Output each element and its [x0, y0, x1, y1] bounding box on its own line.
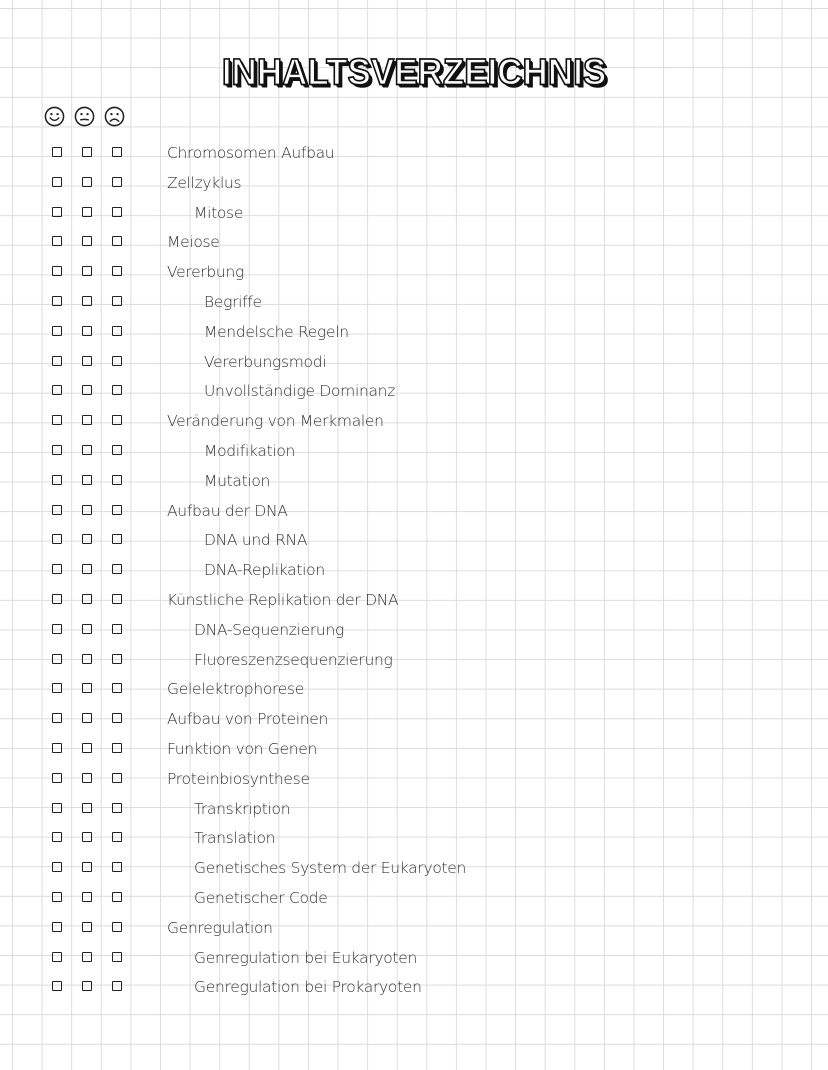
toc-entry-label: Künstliche Replikation der DNA	[167, 590, 399, 609]
table-of-contents	[0, 140, 828, 1004]
sad-checkbox[interactable]	[112, 385, 122, 395]
happy-checkbox[interactable]	[52, 892, 62, 902]
neutral-checkbox[interactable]	[82, 207, 92, 217]
happy-checkbox[interactable]	[52, 415, 62, 425]
neutral-checkbox[interactable]	[82, 981, 92, 991]
toc-entry-label: Unvollständige Dominanz	[204, 382, 396, 401]
rating-header	[44, 106, 134, 127]
sad-checkbox[interactable]	[112, 296, 122, 306]
happy-checkbox[interactable]	[52, 356, 62, 366]
sad-checkbox[interactable]	[112, 624, 122, 634]
sad-checkbox[interactable]	[112, 505, 122, 515]
toc-entry	[0, 527, 828, 557]
sad-checkbox[interactable]	[112, 534, 122, 544]
sad-checkbox[interactable]	[112, 266, 122, 276]
sad-checkbox[interactable]	[112, 743, 122, 753]
neutral-checkbox[interactable]	[82, 505, 92, 515]
toc-entry-label: DNA-Replikation	[204, 561, 325, 580]
toc-entry	[0, 796, 828, 826]
neutral-checkbox[interactable]	[82, 266, 92, 276]
neutral-checkbox[interactable]	[82, 385, 92, 395]
sad-checkbox[interactable]	[112, 594, 122, 604]
toc-entry	[0, 229, 828, 259]
sad-checkbox[interactable]	[112, 177, 122, 187]
toc-entry-label: Mitose	[194, 203, 244, 222]
toc-entry-label: Translation	[194, 829, 276, 848]
happy-checkbox[interactable]	[52, 534, 62, 544]
sad-checkbox[interactable]	[112, 892, 122, 902]
toc-entry	[0, 170, 828, 200]
toc-entry-label: Zellzyklus	[167, 173, 242, 192]
happy-checkbox[interactable]	[52, 147, 62, 157]
neutral-checkbox[interactable]	[82, 356, 92, 366]
happy-checkbox[interactable]	[52, 981, 62, 991]
sad-checkbox[interactable]	[112, 773, 122, 783]
toc-entry	[0, 825, 828, 855]
toc-entry-label: Funktion von Genen	[167, 739, 318, 758]
toc-entry-label: Meiose	[167, 233, 220, 252]
toc-entry-label: Vererbungsmodi	[204, 352, 327, 371]
toc-entry	[0, 885, 828, 915]
sad-face-icon	[104, 106, 125, 127]
sad-checkbox[interactable]	[112, 981, 122, 991]
sad-checkbox[interactable]	[112, 415, 122, 425]
toc-entry	[0, 140, 828, 170]
neutral-checkbox[interactable]	[82, 534, 92, 544]
toc-entry-label: Chromosomen Aufbau	[167, 144, 335, 162]
toc-entry-label: Transkription	[194, 799, 291, 818]
sad-checkbox[interactable]	[112, 207, 122, 217]
neutral-checkbox[interactable]	[82, 147, 92, 157]
sad-checkbox[interactable]	[112, 952, 122, 962]
toc-entry-label: Begriffe	[204, 292, 262, 311]
happy-checkbox[interactable]	[52, 743, 62, 753]
toc-entry-label: Mutation	[204, 471, 271, 490]
neutral-checkbox[interactable]	[82, 415, 92, 425]
happy-checkbox[interactable]	[52, 862, 62, 872]
happy-checkbox[interactable]	[52, 296, 62, 306]
happy-checkbox[interactable]	[52, 713, 62, 723]
happy-checkbox[interactable]	[52, 445, 62, 455]
happy-checkbox[interactable]	[52, 832, 62, 842]
toc-entry	[0, 378, 828, 408]
toc-entry	[0, 438, 828, 468]
sad-checkbox[interactable]	[112, 803, 122, 813]
toc-entry	[0, 319, 828, 349]
sad-checkbox[interactable]	[112, 356, 122, 366]
happy-checkbox[interactable]	[52, 475, 62, 485]
sad-checkbox[interactable]	[112, 236, 122, 246]
sad-checkbox[interactable]	[112, 147, 122, 157]
toc-entry-label: Mendelsche Regeln	[204, 322, 349, 341]
sad-checkbox[interactable]	[112, 862, 122, 872]
toc-entry-label: DNA und RNA	[204, 531, 308, 550]
toc-entry	[0, 766, 828, 796]
neutral-checkbox[interactable]	[82, 564, 92, 574]
toc-entry	[0, 855, 828, 885]
toc-entry-label: Veränderung von Merkmalen	[167, 412, 384, 431]
happy-checkbox[interactable]	[52, 326, 62, 336]
happy-checkbox[interactable]	[52, 952, 62, 962]
neutral-checkbox[interactable]	[82, 713, 92, 723]
happy-checkbox[interactable]	[52, 773, 62, 783]
happy-checkbox[interactable]	[52, 236, 62, 246]
sad-checkbox[interactable]	[112, 713, 122, 723]
toc-entry-label: Genetisches System der Eukaryoten	[194, 859, 467, 878]
happy-checkbox[interactable]	[52, 624, 62, 634]
sad-checkbox[interactable]	[112, 683, 122, 693]
toc-entry	[0, 587, 828, 617]
neutral-checkbox[interactable]	[82, 743, 92, 753]
neutral-checkbox[interactable]	[82, 803, 92, 813]
toc-entry	[0, 676, 828, 706]
toc-entry	[0, 468, 828, 498]
neutral-checkbox[interactable]	[82, 296, 92, 306]
neutral-checkbox[interactable]	[82, 773, 92, 783]
happy-checkbox[interactable]	[52, 594, 62, 604]
toc-entry	[0, 945, 828, 975]
neutral-face-icon	[74, 106, 95, 127]
happy-checkbox[interactable]	[52, 683, 62, 693]
neutral-checkbox[interactable]	[82, 654, 92, 664]
neutral-checkbox[interactable]	[82, 862, 92, 872]
sad-checkbox[interactable]	[112, 922, 122, 932]
sad-checkbox[interactable]	[112, 564, 122, 574]
toc-entry	[0, 200, 828, 230]
sad-checkbox[interactable]	[112, 326, 122, 336]
neutral-checkbox[interactable]	[82, 922, 92, 932]
page-title: INHALTSVERZEICHNIS	[221, 52, 607, 94]
toc-entry-label: Aufbau der DNA	[167, 501, 288, 520]
toc-entry-label: Vererbung	[167, 263, 244, 282]
toc-entry	[0, 617, 828, 647]
happy-checkbox[interactable]	[52, 207, 62, 217]
happy-face-icon	[44, 106, 65, 127]
toc-entry-label: Genregulation	[167, 918, 273, 937]
happy-checkbox[interactable]	[52, 385, 62, 395]
toc-entry	[0, 408, 828, 438]
neutral-checkbox[interactable]	[82, 177, 92, 187]
happy-checkbox[interactable]	[52, 922, 62, 932]
happy-checkbox[interactable]	[52, 564, 62, 574]
toc-entry-label: Fluoreszenzsequenzierung	[194, 650, 393, 669]
neutral-checkbox[interactable]	[82, 624, 92, 634]
toc-entry	[0, 349, 828, 379]
toc-entry-label: Genetischer Code	[194, 888, 328, 907]
toc-entry-label: Proteinbiosynthese	[167, 769, 310, 788]
neutral-checkbox[interactable]	[82, 952, 92, 962]
toc-entry	[0, 289, 828, 319]
toc-entry-label: DNA-Sequenzierung	[194, 620, 344, 639]
happy-checkbox[interactable]	[52, 505, 62, 515]
toc-entry-label: Gelelektrophorese	[167, 680, 305, 699]
neutral-checkbox[interactable]	[82, 594, 92, 604]
toc-entry	[0, 259, 828, 289]
sad-checkbox[interactable]	[112, 832, 122, 842]
toc-entry-label: Modifikation	[204, 441, 296, 460]
toc-entry	[0, 915, 828, 945]
toc-entry-label: Aufbau von Proteinen	[167, 710, 329, 729]
toc-entry	[0, 736, 828, 766]
toc-entry	[0, 706, 828, 736]
happy-checkbox[interactable]	[52, 654, 62, 664]
happy-checkbox[interactable]	[52, 266, 62, 276]
neutral-checkbox[interactable]	[82, 832, 92, 842]
sad-checkbox[interactable]	[112, 475, 122, 485]
toc-entry	[0, 974, 828, 1004]
toc-entry	[0, 647, 828, 677]
toc-entry-label: Genregulation bei Prokaryoten	[194, 978, 422, 997]
neutral-checkbox[interactable]	[82, 683, 92, 693]
sad-checkbox[interactable]	[112, 445, 122, 455]
neutral-checkbox[interactable]	[82, 445, 92, 455]
toc-entry-label: Genregulation bei Eukaryoten	[194, 948, 417, 967]
neutral-checkbox[interactable]	[82, 475, 92, 485]
neutral-checkbox[interactable]	[82, 326, 92, 336]
toc-entry	[0, 498, 828, 528]
neutral-checkbox[interactable]	[82, 236, 92, 246]
sad-checkbox[interactable]	[112, 654, 122, 664]
toc-entry	[0, 557, 828, 587]
happy-checkbox[interactable]	[52, 177, 62, 187]
neutral-checkbox[interactable]	[82, 892, 92, 902]
happy-checkbox[interactable]	[52, 803, 62, 813]
